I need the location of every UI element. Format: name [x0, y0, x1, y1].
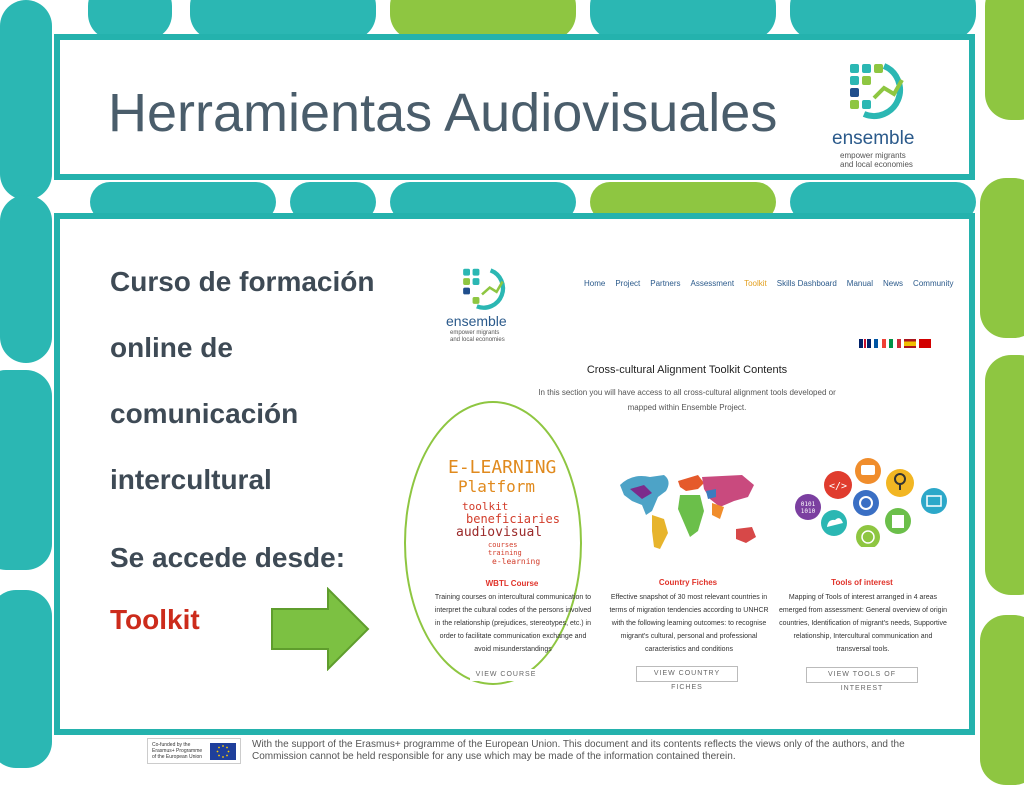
bg-tile: [985, 0, 1024, 120]
wordcloud-word: training: [488, 549, 522, 557]
footer-disclaimer: With the support of the Erasmus+ programme of the European Union. This document and its contents reflects the views only of the authors, and the Commission cannot be held responsible for any use which may be made of the information contained therein.: [252, 739, 905, 762]
wordcloud-word: Platform: [458, 477, 536, 496]
site-logo: [444, 265, 534, 345]
logo-wordmark: ensemble: [832, 128, 915, 149]
world-map-icon: [612, 467, 762, 553]
bg-tile: [0, 590, 52, 768]
toolkit-website-screenshot: [432, 257, 954, 727]
funding-line: Co-funded by the: [152, 742, 191, 748]
bg-tile: [980, 615, 1024, 785]
bg-tile: [980, 178, 1024, 338]
flag-mk-icon[interactable]: [919, 339, 931, 348]
description-line: intercultural: [110, 464, 272, 495]
flag-it-icon[interactable]: [889, 339, 901, 348]
wordcloud-word: E-LEARNING: [448, 457, 557, 478]
toolkit-label: Toolkit: [110, 604, 200, 635]
flag-es-icon[interactable]: [904, 339, 916, 348]
wordcloud-word: e-learning: [492, 557, 541, 566]
card-title-country-fiches: Country Fiches: [658, 578, 718, 587]
nav-partners[interactable]: Partners: [650, 279, 681, 288]
site-nav: [584, 279, 954, 288]
description-line: online de: [110, 332, 233, 363]
bg-tile: [0, 370, 52, 570]
nav-home[interactable]: Home: [584, 279, 606, 288]
view-country-fiches-button[interactable]: VIEW COUNTRY FICHES: [636, 666, 738, 682]
card-text-country-fiches: Effective snapshot of 30 most relevant countries in terms of migration tendencies according to UNHCR with the following learning outcomes: to recognise migrant's cultural, personal and professional caracteristics and conditions: [609, 594, 769, 653]
nav-skills-dashboard[interactable]: Skills Dashboard: [776, 279, 837, 288]
site-heading: Cross-cultural Alignment Toolkit Contents: [586, 364, 788, 376]
erasmus-funding-badge: [147, 738, 241, 764]
nav-community[interactable]: Community: [913, 279, 954, 288]
nav-toolkit[interactable]: Toolkit: [744, 279, 767, 288]
description-line: Curso de formación: [110, 266, 375, 297]
card-title-tools-of-interest: Tools of interest: [831, 578, 893, 587]
arrow-right-icon: [270, 587, 370, 671]
tools-icon-cluster: [788, 457, 948, 547]
wordcloud-word: courses: [488, 541, 518, 549]
card-text-wbtl: Training courses on intercultural communication to interpret the cultural codes of the persons involved in the relationship (prejudices, stereotypes, etc.) in order to facilitate communication exchange and avoid misunderstandings: [434, 594, 592, 653]
access-label: Se accede desde:: [110, 542, 346, 573]
card-title-wbtl: WBTL Course: [485, 579, 539, 588]
svg-text:</>: </>: [828, 481, 848, 492]
nav-manual[interactable]: Manual: [846, 279, 874, 288]
bg-tile: [985, 355, 1024, 595]
content-panel: [54, 213, 975, 735]
site-logo-wordmark: ensemble: [446, 313, 507, 329]
bg-tile: [0, 0, 52, 200]
logo-tagline: and local economies: [840, 160, 913, 169]
site-logo-tagline: and local economies: [450, 337, 505, 343]
flag-en-icon[interactable]: [859, 339, 871, 348]
site-logo-tagline: empower migrants: [450, 330, 500, 336]
nav-assessment[interactable]: Assessment: [690, 279, 735, 288]
wordcloud-word: beneficiaries: [466, 512, 560, 526]
eu-flag-icon: [210, 743, 236, 760]
bg-tile: [0, 195, 52, 363]
funding-line: Erasmus+ Programme: [152, 748, 203, 754]
wordcloud-word: toolkit: [462, 500, 509, 513]
nav-news[interactable]: News: [883, 279, 904, 288]
view-tools-of-interest-button[interactable]: VIEW TOOLS OF INTEREST: [806, 667, 918, 683]
ensemble-logo-mark-icon: [844, 58, 914, 128]
title-panel: [54, 34, 975, 180]
card-text-tools-of-interest: Mapping of Tools of interest arranged in 4 areas emerged from assessment: General overview of origin countries, Identification of migrant's needs, Supportive relationship, Intercultural communication and transversal tools.: [778, 594, 948, 653]
site-intro: In this section you will have access to all cross-cultural alignment tools developed or mapped within Ensemble Project.: [538, 388, 836, 412]
ensemble-logo: [832, 58, 952, 168]
language-flags: [859, 339, 931, 348]
flag-fr-icon[interactable]: [874, 339, 886, 348]
funding-line: of the European Union: [152, 754, 203, 760]
ensemble-logo-mark-icon: [458, 265, 518, 317]
svg-text:1010: 1010: [800, 508, 816, 515]
wordcloud-word: audiovisual: [456, 525, 543, 540]
description-line: comunicación: [110, 398, 299, 429]
logo-tagline: empower migrants: [840, 151, 906, 160]
nav-project[interactable]: Project: [615, 279, 641, 288]
view-course-button[interactable]: VIEW COURSE: [470, 669, 542, 681]
funding-text: [152, 742, 202, 760]
slide-title: Herramientas Audiovisuales: [108, 83, 778, 143]
svg-text:0101: 0101: [800, 501, 816, 508]
